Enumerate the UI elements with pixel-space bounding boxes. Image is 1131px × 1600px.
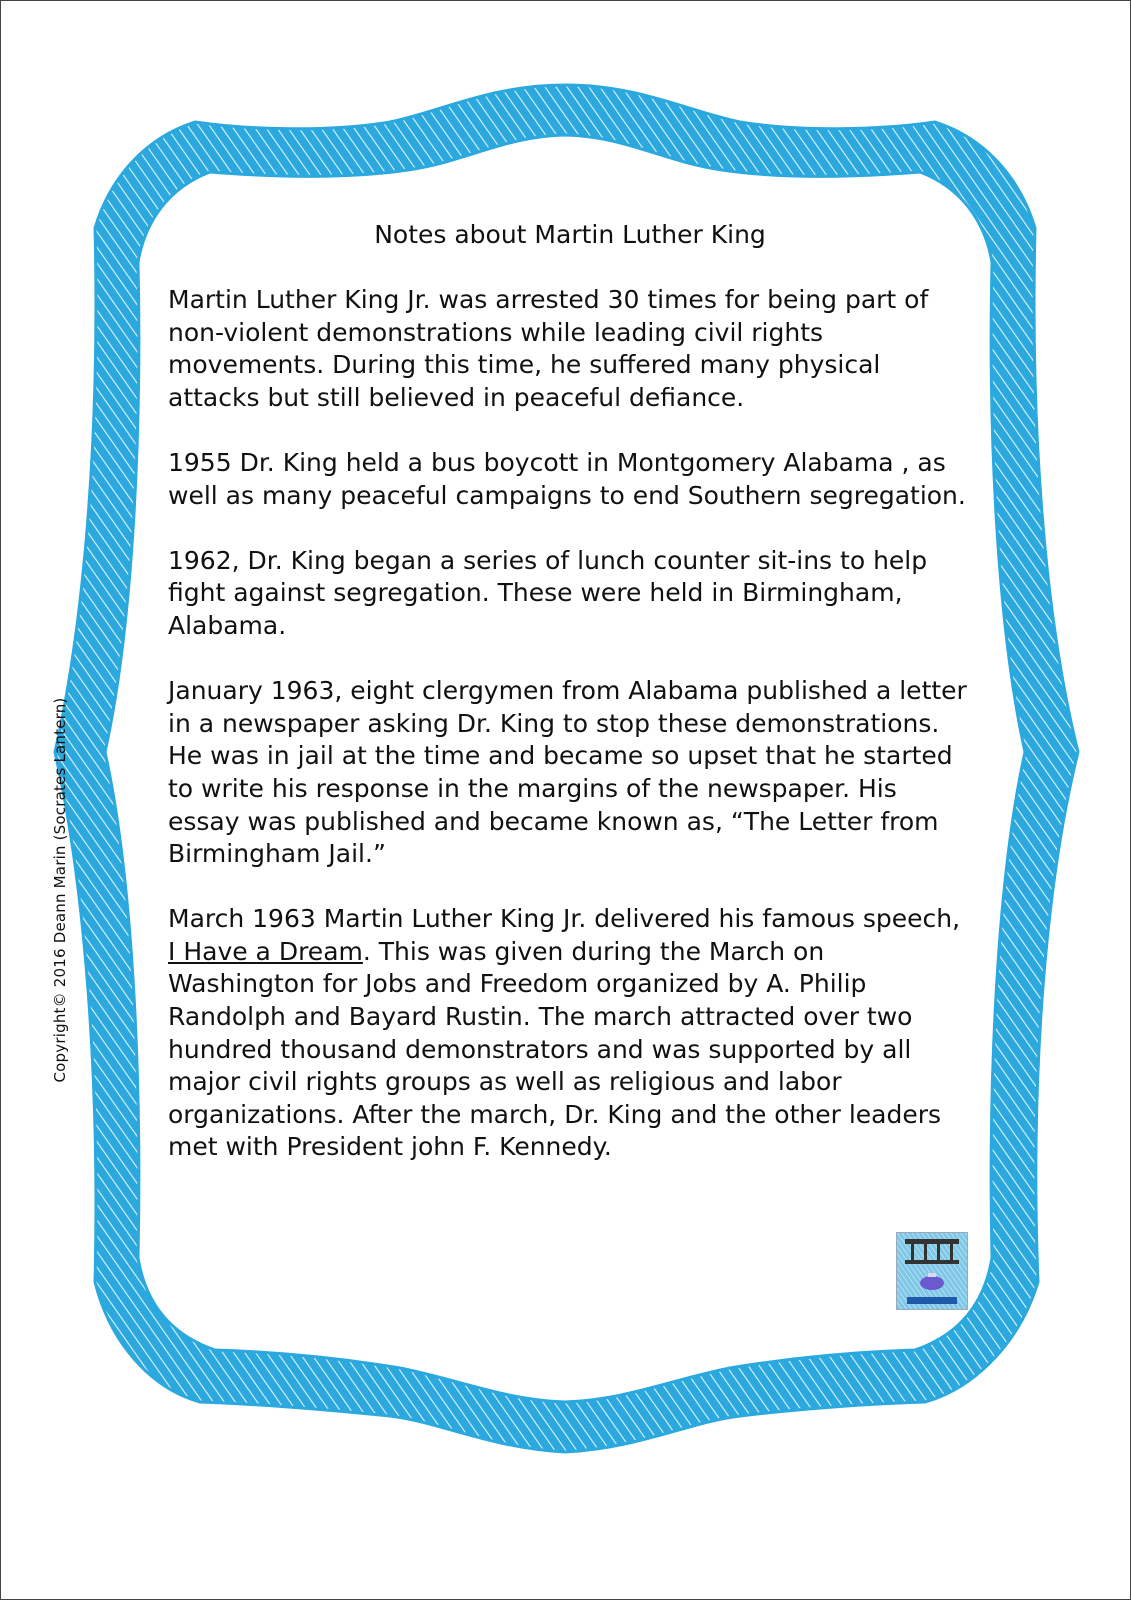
paragraph-january-1963: January 1963, eight clergymen from Alabama published a letter in a newspaper asking Dr. King to stop these demonstrations. He was in jail at the time and became so upset that he started to write his response in the margins of the newspaper. His essay was published and became known as, “The Letter from Birmingham Jail.” (168, 676, 967, 869)
notes-content (168, 284, 968, 1197)
page-title: Notes about Martin Luther King (374, 220, 766, 249)
logo-icon (897, 1233, 967, 1309)
paragraph-arrests: Martin Luther King Jr. was arrested 30 times for being part of non-violent demonstrations while leading civil rights movements. During this time, he suffered many physical attacks but still believed in peaceful defiance. (168, 285, 929, 412)
paragraph-1955: 1955 Dr. King held a bus boycott in Montgomery Alabama , as well as many peaceful campaigns to end Southern segregation. (168, 447, 966, 510)
paragraph-march-1963 (168, 903, 968, 1164)
socrates-lantern-logo (896, 1232, 968, 1310)
paragraph-march-1963-after: . This was given during the March on Washington for Jobs and Freedom organized by A. Philip Randolph and Bayard Rustin. The march attracted over two hundred thousand demonstrators and was supported by all major civil rights groups as well as religious and labor organizations. After the march, Dr. King and the other leaders met with President john F. Kennedy. (168, 936, 942, 1162)
paragraph-1962: 1962, Dr. King began a series of lunch counter sit-ins to help fight against segregation. These were held in Birmingham, Alabama. (168, 545, 928, 640)
paragraph-march-1963-before: March 1963 Martin Luther King Jr. delivered his famous speech, (168, 904, 961, 934)
speech-title: I Have a Dream (168, 936, 363, 966)
copyright-text: Copyright© 2016 Deann Marin (Socrates Lantern) (51, 697, 69, 1083)
